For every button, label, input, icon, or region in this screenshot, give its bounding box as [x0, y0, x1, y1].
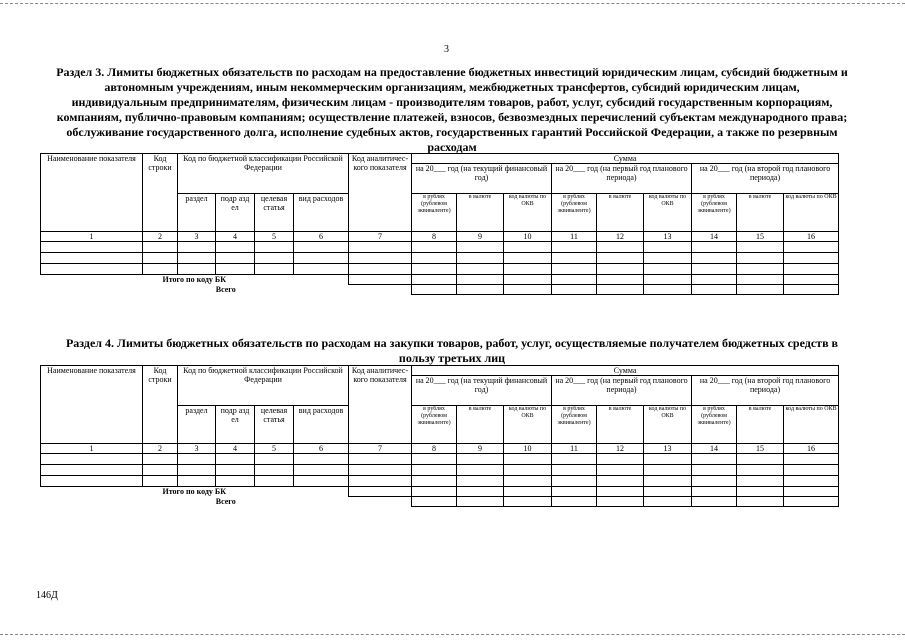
total-bk-label: Итого по коду БК [162, 487, 226, 496]
cur-okv: код валюты по ОКВ [644, 194, 692, 232]
scan-bottom-edge [0, 634, 905, 635]
col-bk-header: Код по бюджетной классификации Российской Федерации [178, 366, 349, 406]
cur-rub: в рублях (рублевом эквиваленте) [412, 194, 457, 232]
section4-title: Раздел 4. Лимиты бюджетных обязательств по расходам на закупки товаров, работ, услуг, осуществляемые получателем бюджетных средств в пользу третьих лиц [65, 336, 839, 365]
cur-rub: в рублях (рублевом эквиваленте) [552, 194, 597, 232]
column-number-row: 1 2 3 4 5 6 7 8 9 10 11 12 13 14 15 16 [41, 444, 839, 454]
sub-podrazdel: подр азд ел [216, 406, 255, 444]
col-code-header: Код строки [143, 366, 178, 444]
col-name-header: Наименование показателя [41, 154, 143, 232]
table-row [41, 465, 839, 476]
sub-kind: вид расходов [294, 194, 349, 232]
cur-val: в валюте [597, 406, 644, 444]
column-number-row: 1 2 3 4 5 6 7 8 9 10 11 12 13 14 15 16 [41, 232, 839, 242]
cur-rub: в рублях (рублевом эквиваленте) [412, 406, 457, 444]
cur-rub: в рублях (рублевом эквиваленте) [552, 406, 597, 444]
col-code-header: Код строки [143, 154, 178, 232]
sub-kind: вид расходов [294, 406, 349, 444]
year-first-header: на 20___ год (на первый год планового периода) [552, 376, 692, 406]
section3-title: Раздел 3. Лимиты бюджетных обязательств по расходам на предоставление бюджетных инвестиций юридическим лицам, субсидий бюджетным и автономным учреждениям, иным некоммерческим организациям, межбюджетных трансфертов, субсидий юридическим лицам, индивидуальным предпринимателям, физическим лицам - производителям товаров, работ, услуг, субсидий государственным корпорациям, компаниям, публично-правовым компаниям; осуществление платежей, взносов, безвозмездных перечислений субъектам международного права; обслуживание государственного долга, исполнение судебных актов, государственных гарантий Российской Федерации, а также по резервным расходам [56, 65, 848, 154]
sub-podrazdel: подр азд ел [216, 194, 255, 232]
table-row [41, 264, 839, 275]
total-bk-row [41, 275, 839, 285]
cur-val: в валюте [737, 406, 784, 444]
total-all-label: Всего [215, 285, 236, 294]
cur-okv: код валюты по ОКВ [644, 406, 692, 444]
cur-okv: код валюты по ОКВ [504, 406, 552, 444]
sub-razdel: раздел [178, 194, 216, 232]
year-second-header: на 20___ год (на второй год планового периода) [692, 376, 839, 406]
section3-table [40, 153, 839, 295]
sub-target: целевая статья [255, 406, 294, 444]
col-sum-header: Сумма [412, 366, 839, 376]
table-row [41, 454, 839, 465]
col-sum-header: Сумма [412, 154, 839, 164]
cur-val: в валюте [457, 194, 504, 232]
cur-val: в валюте [457, 406, 504, 444]
table-row [41, 253, 839, 264]
col-analytic-header: Код аналитичес-кого показателя [349, 154, 412, 232]
cur-rub: в рублях (рублевом эквиваленте) [692, 194, 737, 232]
total-bk-label: Итого по коду БК [162, 275, 226, 284]
cur-okv: код валюты по ОКВ [784, 406, 839, 444]
sub-target: целевая статья [255, 194, 294, 232]
sub-razdel: раздел [178, 406, 216, 444]
cur-val: в валюте [737, 194, 784, 232]
cur-okv: код валюты по ОКВ [784, 194, 839, 232]
cur-val: в валюте [597, 194, 644, 232]
col-bk-header: Код по бюджетной классификации Российской Федерации [178, 154, 349, 194]
section4-table [40, 365, 839, 507]
cur-okv: код валюты по ОКВ [504, 194, 552, 232]
year-second-header: на 20___ год (на второй год планового периода) [692, 164, 839, 194]
table-row [41, 476, 839, 487]
year-current-header: на 20___ год (на текущий финансовый год) [412, 376, 552, 406]
col-name-header: Наименование показателя [41, 366, 143, 444]
scan-top-edge [0, 3, 905, 4]
form-code: 146Д [36, 590, 58, 601]
total-bk-row [41, 487, 839, 497]
cur-rub: в рублях (рублевом эквиваленте) [692, 406, 737, 444]
page-number: 3 [444, 44, 449, 55]
total-all-label: Всего [215, 497, 236, 506]
total-all-row [41, 285, 839, 295]
total-all-row [41, 497, 839, 507]
year-first-header: на 20___ год (на первый год планового периода) [552, 164, 692, 194]
year-current-header: на 20___ год (на текущий финансовый год) [412, 164, 552, 194]
col-analytic-header: Код аналитичес-кого показателя [349, 366, 412, 444]
table-row [41, 242, 839, 253]
